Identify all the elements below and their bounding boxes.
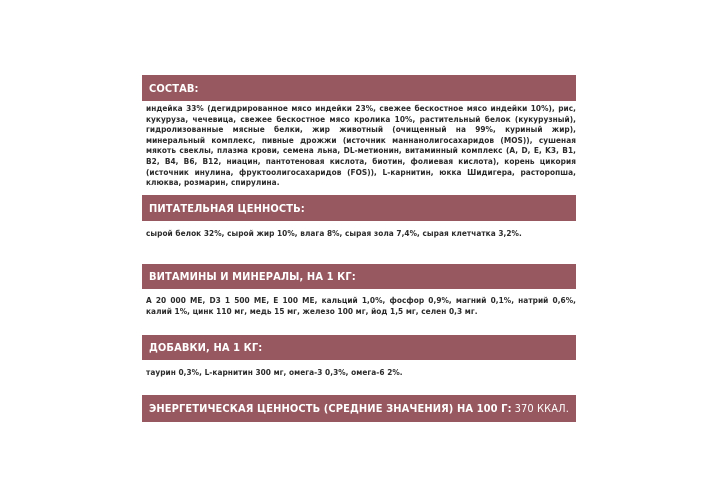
additives-header xyxy=(142,335,576,360)
vitamins-header xyxy=(142,264,576,289)
energy-value: 370 ККАЛ. xyxy=(514,402,569,415)
energy-header xyxy=(142,395,576,422)
nutrition-title: ПИТАТЕЛЬНАЯ ЦЕННОСТЬ: xyxy=(149,201,305,215)
vitamins-text: A 20 000 МЕ, D3 1 500 МЕ, E 100 МЕ, кальций 1,0%, фосфор 0,9%, магний 0,1%, натрий 0,6%, калий 1%, цинк 110 мг, медь 15 мг, железо 100 мг, йод 1,5 мг, селен 0,3 мг. xyxy=(146,295,576,316)
composition-header xyxy=(142,75,576,101)
additives-text: таурин 0,3%, L-карнитин 300 мг, омега-3 0,3%, омега-6 2%. xyxy=(146,367,403,377)
nutrition-text: сырой белок 32%, сырой жир 10%, влага 8%, сырая зола 7,4%, сырая клетчатка 3,2%. xyxy=(146,228,522,238)
energy-title: ЭНЕРГЕТИЧЕСКАЯ ЦЕННОСТЬ (СРЕДНИЕ ЗНАЧЕНИЯ) НА 100 Г: xyxy=(149,402,512,415)
composition-text: индейка 33% (дегидрированное мясо индейки 23%, свежее бескостное мясо индейки 10%), рис, кукуруза, чечевица, свежее бескостное мясо кролика 10%, растительный белок (кукурузный), гидролизованные мясные белки, жир животный (очищенный на 99%, куриный жир), минеральный комплекс, пивные дрожжи (источник маннанолигосахаридов (MOS)), сушеная мякоть свеклы, плазма крови, семена льна, DL-метионин, витаминный комплекс (A, D, E, K3, B1, B2, B4, B6, B12, ниацин, пантотеновая кислота, биотин, фолиевая кислота), корень цикория (источник инулина, фруктоолигосахаридов (FOS)), L-карнитин, юкка Шидигера, расторопша, клюква, розмарин, спирулина. xyxy=(146,103,576,188)
composition-title: СОСТАВ: xyxy=(149,81,199,95)
additives-title: ДОБАВКИ, НА 1 КГ: xyxy=(149,341,263,354)
nutrition-header xyxy=(142,195,576,221)
vitamins-title: ВИТАМИНЫ И МИНЕРАЛЫ, НА 1 КГ: xyxy=(149,270,356,283)
